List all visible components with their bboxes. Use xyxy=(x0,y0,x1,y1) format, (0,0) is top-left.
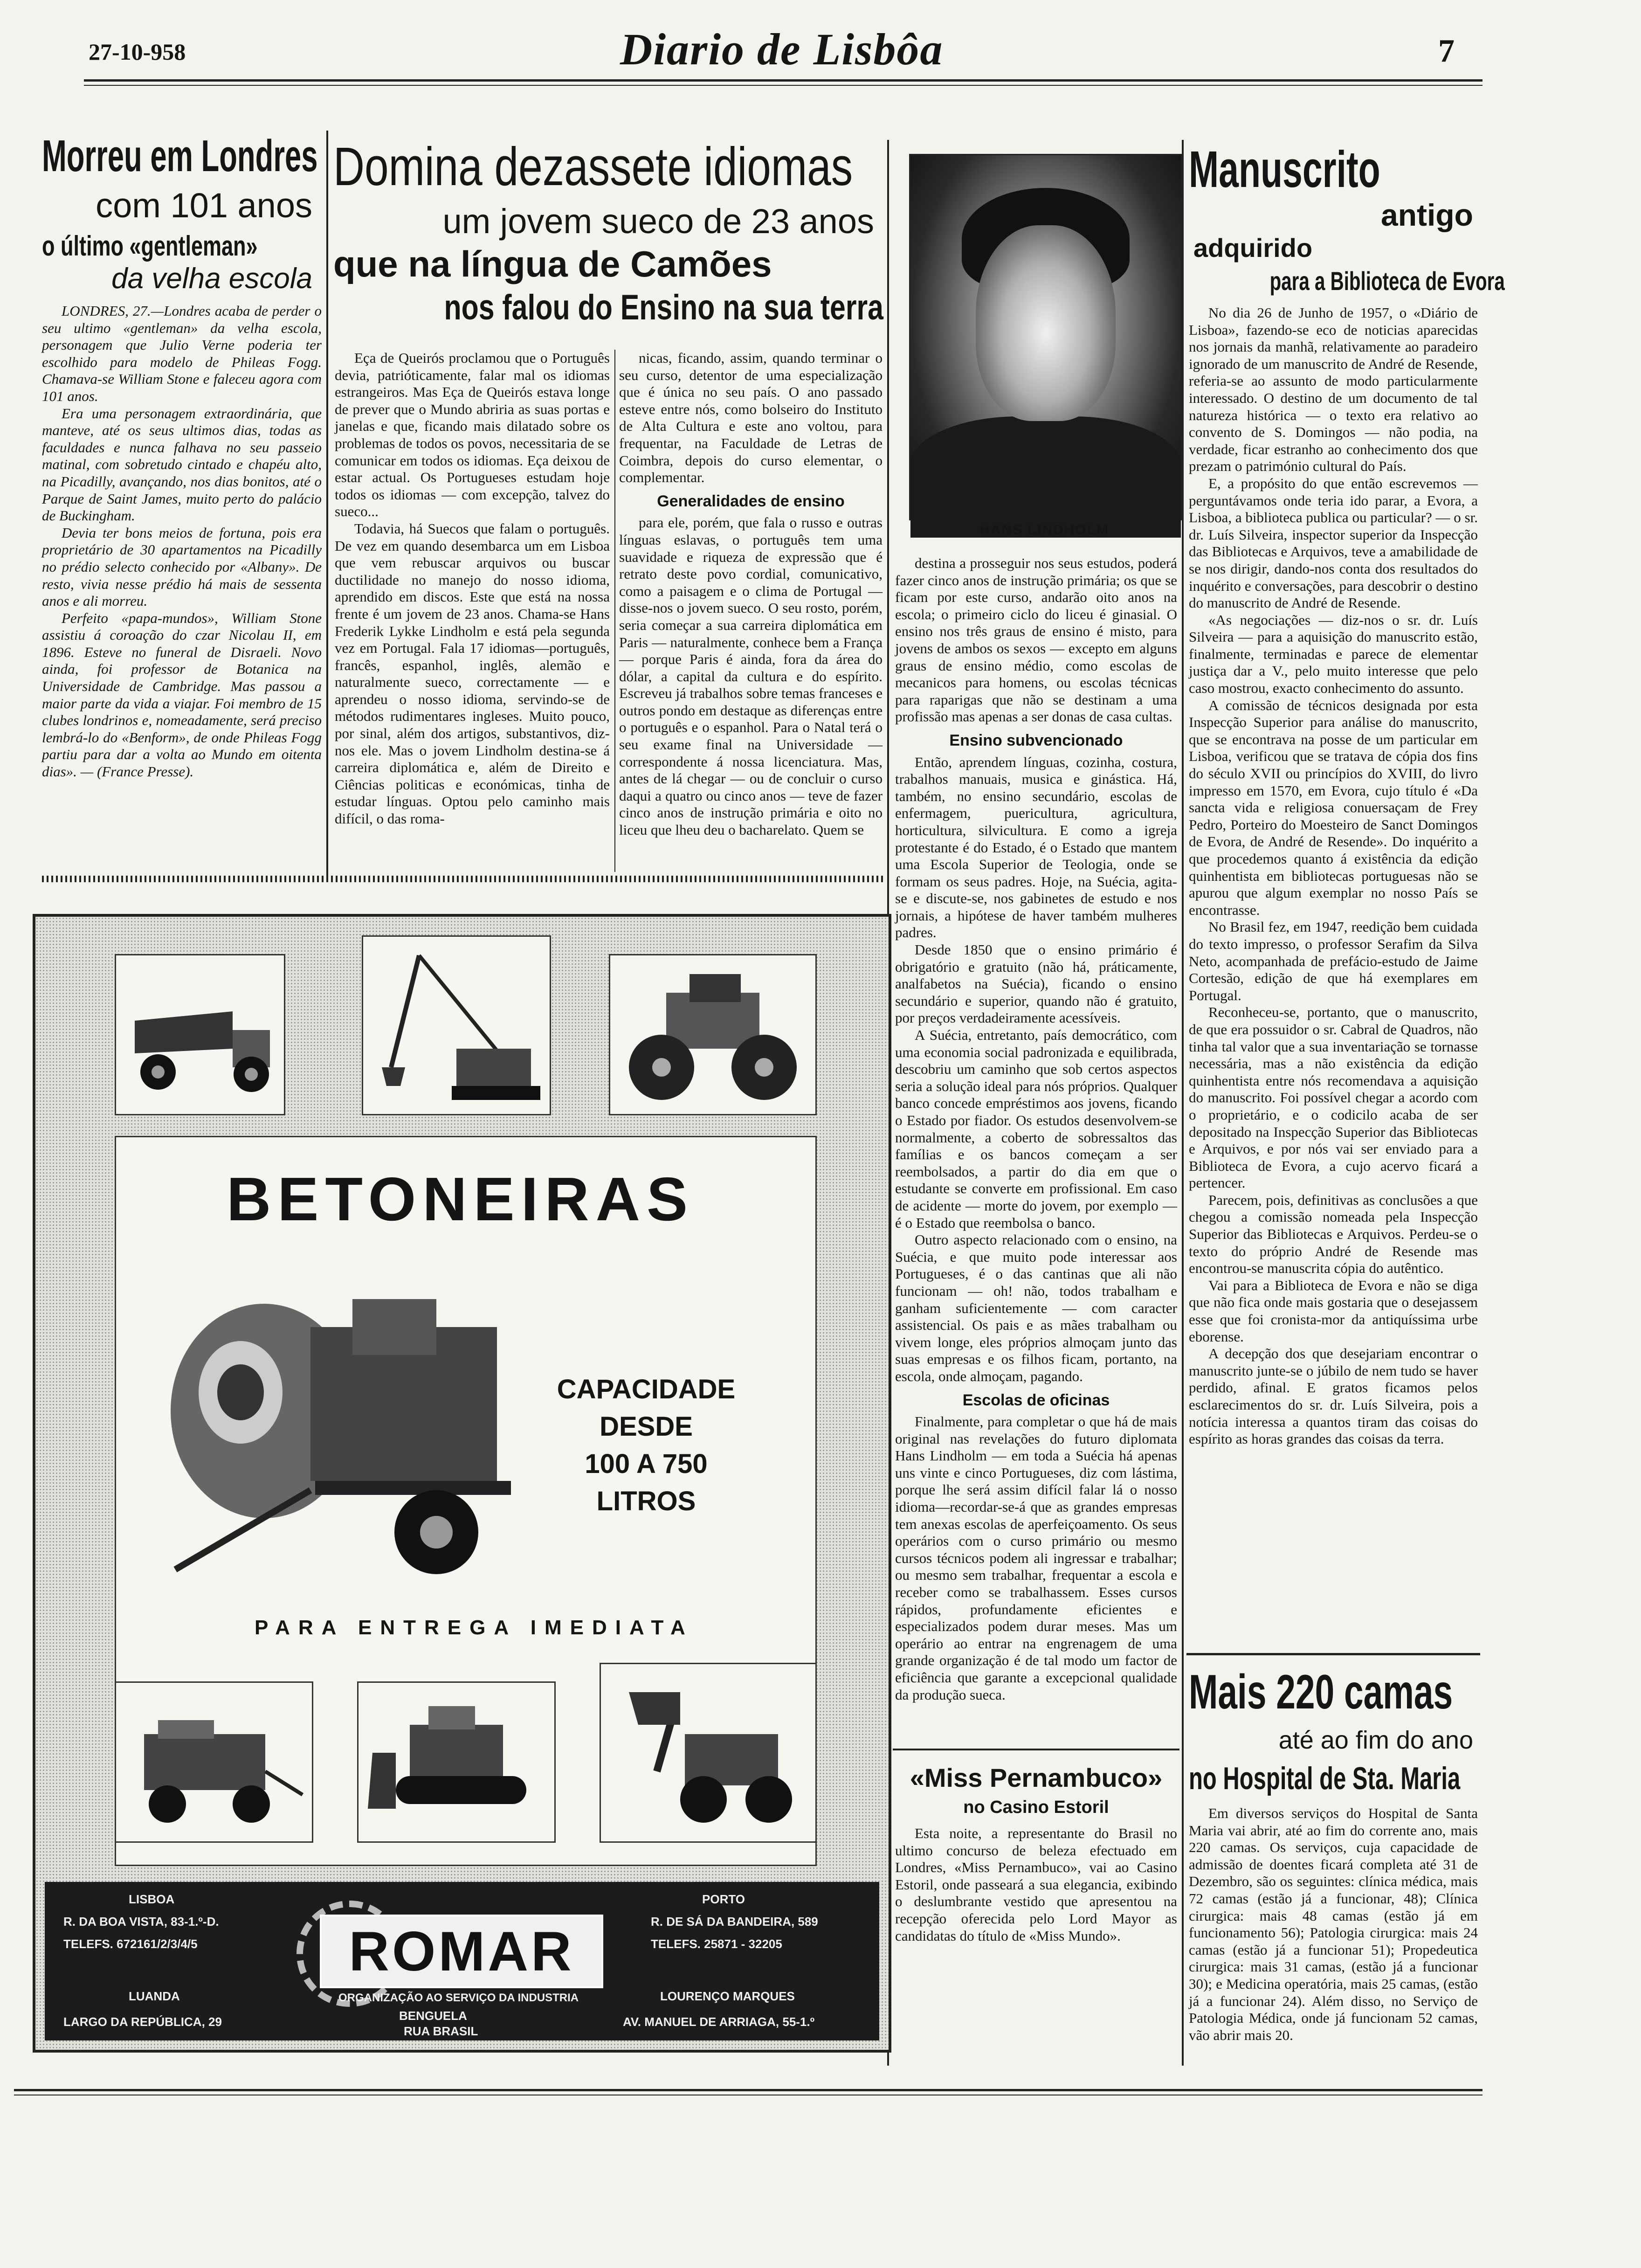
article-subheadline: que na língua de Camões xyxy=(333,243,772,284)
brand-slogan: ORGANIZAÇÃO AO SERVIÇO DA INDUSTRIA xyxy=(338,1991,579,2004)
paragraph: Em diversos serviços do Hospital de Santa Maria vai abrir, até ao fim do corrente ano, mais 220 camas. Os serviços, cuja capacidade de admissão de doentes ficará completa até 31 de Dezembro, são os seguintes: clínica médica, mais 72 camas (estão já a funcionar, 48); Clínica cirurgica: mais 48 camas (estão já em funcionamento 56); Patologia cirurgica: mais 24 camas (estão já a funcionar 51); Propedeutica cirurgica: mais 31 camas, (estão já a funcionar 30); e Medicina operatória, mais 25 camas, (estão já a funcionar 24). Além disso, no Serviço de Patologia Médica, onde já funcionam 52 camas, vão abrir mais 20. xyxy=(1189,1805,1478,2043)
dump-truck-illustration xyxy=(115,954,285,1115)
footer-rule xyxy=(14,2089,1482,2091)
article-mais-220-camas xyxy=(1189,1665,1478,2066)
article-subheadline: adquirido xyxy=(1193,233,1313,263)
paragraph: Eça de Queirós proclamou que o Português devia, patrióticamente, falar mal os idiomas estrangeiros. Mas Eça de Queirós estava longe de prever que o Mundo abriria as suas portas e janelas e que, ficando mais dilatado sobre os problemas de todos os povos, necessitaria de se comunicar em todos os idiomas. Eça deixou de estar actual. Os Portugueses estudam hoje todos os idiomas — com excepção, talvez do sueco... xyxy=(335,350,610,520)
paragraph: A comissão de técnicos designada por esta Inspecção Superior para análise do manuscrito, que se encontrava na posse de um particular em Lisboa, verificou que se tratava de cópia dos fins do século XVII ou princípios do XVIII, do livro impresso em 1570, em Evora, cujo título é «Da sancta vida e religiosa conuersaçam de Frey Pedro, Porteiro do Moesteiro de Sanct Domingos de Evora, de André de Resende». Do inquérito a que procedemos quanto á existência da edição quinhentista em bibliotecas portuguesas não se apurou que algum exemplar no nosso País se encontrasse. xyxy=(1189,697,1478,918)
paragraph: Parecem, pois, definitivas as conclusões a que chegou a comissão nomeada pela Inspecção Superior das Bibliotecas e Arquivos. Perdeu-se o texto do próprio André de Resende mas encontrou-se manuscrita cópia do autêntico. xyxy=(1189,1191,1478,1277)
portrait-shoulders xyxy=(910,416,1181,538)
ad-headline: BETONEIRAS xyxy=(227,1165,695,1233)
lisboa-address: R. DA BOA VISTA, 83-1.º-D. xyxy=(63,1915,219,1929)
lourenco-marques-label: LOURENÇO MARQUES xyxy=(660,1989,795,2003)
article-headline: Manuscrito xyxy=(1189,141,1380,198)
article-headline-2: com 101 anos xyxy=(96,186,312,225)
article-subheadline-2: nos falou do Ensino na sua terra xyxy=(444,288,883,327)
section-divider xyxy=(1186,1653,1480,1655)
page-number: 7 xyxy=(1438,33,1455,69)
dump-truck-icon xyxy=(116,955,284,1114)
paragraph: Perfeito «papa-mundos», William Stone assistiu á coroação do czar Nicolau II, em 1896. Esteve no funeral de Disraeli. Novo ainda, foi professor de Botanica na Universidade de Cambridge. Mas passou a maior parte da vida a viajar. Foi membro de 15 clubes londrinos e, nomeadamente, será preciso lembrá-lo do «Benform», de onde Phileas Fogg partiu para dar a volta ao Mundo em oitenta dias». — (France Presse). xyxy=(42,609,322,780)
header-rule xyxy=(84,79,1482,82)
road-roller-illustration xyxy=(609,954,817,1115)
article-miss-pernambuco xyxy=(895,1758,1177,2066)
paragraph: No Brasil fez, em 1947, reedição bem cuidada do texto impresso, o professor Serafim da Silva Neto, acompanhada de prefácio-estudo de Jaime Cortesão, edição de que há exemplares em Portugal. xyxy=(1189,919,1478,1003)
paragraph: Então, aprendem línguas, cozinha, costura, trabalhos manuais, musica e ginástica. Há, também, no ensino secundário, escolas de enfermagem, puericultura, agricultura, horticultura, silvicultura. E como a igreja protestante é do Estado, é o Estado que mantem uma Escola Superior de Teologia, onde se formam os seus padres. Hoje, na Suécia, agita-se e discute-se, nos gabinetes de estudo e nos jornais, a hipótese de haver também mulheres padres. xyxy=(895,754,1177,941)
lisboa-label: LISBOA xyxy=(129,1892,175,1906)
paragraph: LONDRES, 27.—Londres acaba de perder o seu ultimo «gentleman» da velha escola, personagem que Julio Verne poderia ter escolhido para modelo de Phileas Fogg. Chamava-se William Stone e faleceu agora com 101 anos. xyxy=(42,303,322,404)
loader-illustration xyxy=(600,1663,817,1843)
paragraph: Outro aspecto relacionado com o ensino, na Suécia, e que muito pode interessar aos Portugueses, é o das cantinas que ali não funcionam — oh! não, todos trabalham e ganham suficientemente — com caracter assistencial. Os pais e as mães trabalham ou vivem longe, eles próprios almoçam junto das suas empresas e os filhos ficam, portanto, na escola, onde almoçam, pagando. xyxy=(895,1231,1177,1384)
article-subheadline-2: da velha escola xyxy=(111,263,312,295)
excavator-icon xyxy=(363,937,550,1114)
romar-advertisement xyxy=(33,914,891,2053)
paragraph: Era uma personagem extraordinária, que manteve, até os seus ultimos dias, todas as faculdades e nunca falhava no seu passeio matinal, com sobretudo cintado e chapéu alto, na Picadilly, avançando, nos dias bonitos, até o Parque de Saint James, muito perto do palácio de Buckingham. xyxy=(42,405,322,524)
paragraph: Desde 1850 que o ensino primário é obrigatório e gratuito (não há, práticamente, analfabetos na Suécia), ficando o ensino secundário e superior, quando não é gratuito, por preços verdadeiramente acessíveis. xyxy=(895,941,1177,1026)
road-roller-icon xyxy=(610,955,815,1114)
section-divider xyxy=(893,1749,1179,1750)
article-headline: Morreu em Londres xyxy=(42,131,318,181)
concrete-mixer-icon xyxy=(157,1271,539,1588)
luanda-address: LARGO DA REPÚBLICA, 29 xyxy=(63,2015,222,2029)
section-subheading: Escolas de oficinas xyxy=(962,1391,1110,1409)
porto-label: PORTO xyxy=(702,1892,745,1906)
header-rule-thin xyxy=(84,85,1482,86)
article-domina-col1 xyxy=(335,350,610,872)
article-manuscrito xyxy=(1189,140,1505,1646)
capacity-label: CAPACIDADE xyxy=(557,1374,736,1404)
paragraph: E, a propósito do que então escrevemos — perguntávamos onde teria ido parar, a Evora, a Lisboa, a biblioteca publica ou particular? — o sr. dr. Luís Silveira, inspector superior da Inspecção das Bibliotecas e Arquivos, teve a amabilidade de se nos dirigir, dando-nos conta dos resultados do inquérito e conversações, para descobrir o destino do manuscrito de André de Resende. xyxy=(1189,475,1478,611)
article-headline-2: antigo xyxy=(1381,198,1473,232)
column-divider xyxy=(326,131,328,877)
article-morreu-em-londres xyxy=(42,131,322,877)
luanda-label: LUANDA xyxy=(129,1989,180,2003)
benguela-address: RUA BRASIL xyxy=(404,2024,478,2038)
paragraph: Todavia, há Suecos que falam o português. De vez em quando desembarca um em Lisboa que vem rebuscar arquivos ou buscar ductilidade no manejo do nosso idioma, aprendido em discos. Este que está na nossa frente é um jovem de 23 anos. Chama-se Hans Frederik Lykke Lindholm e está pela segunda vez em Portugal. Fala 17 idiomas—português, francês, espanhol, inglês, alemão e naturalmente sueco, correctamente — e aprendeu o nosso idioma, servindo-se de métodos rudimentares ingleses. Muito pouco, por sinal, além dos artigos, substantivos, diz-nos ele. Mas o jovem Lindholm destina-se á carreira diplomática e, além de Direito e Ciências politicas e económicas, tinha de estudar línguas. Optou pelo caminho mais difícil, o das roma- xyxy=(335,520,610,827)
paragraph: A Suécia, entretanto, país democrático, com uma economia social padronizada e equilibrada, descobriu um caminho que sob certos aspectos seria a solução ideal para nós próprios. Qualquer banco concede empréstimos aos jovens, ficando o Estado por fiador. Os estudos desenvolvem-se normalmente, a coberto de sobressaltos das famílias e os bancos começam a ser reembolsados, a partir do dia em que o estudante se converte em profissional. Em caso de acidente — morte do jovem, por exemplo — é o Estado que reembolsa o banco. xyxy=(895,1027,1177,1231)
newspaper-masthead: Diario de Lisbôa xyxy=(620,24,944,74)
article-headline-2: até ao fim do ano xyxy=(1278,1726,1473,1754)
loader-icon xyxy=(601,1664,815,1841)
capacity-unit: LITROS xyxy=(596,1486,696,1516)
paragraph: destina a prosseguir nos seus estudos, poderá fazer cinco anos de instrução primária; os que se ficam por este curso, andarão oito anos na escola; o primeiro ciclo do liceu é ginasial. O ensino nos três graus de ensino é misto, para jovens de ambos os sexos — excepto em alguns graus de ensino médio, como escolas de mecanicos para homens, ou escolas técnicas para raparigas que não se destinam a uma profissão mas apenas a ser donas de casa cultas. xyxy=(895,555,1177,725)
paragraph: A decepção dos que desejariam encontrar o manuscrito junte-se o júbilo de nem tudo se haver perdido, afinal. E gratos ficamos pelos esclarecimentos do sr. dr. Luís Silveira, pois a notícia interessa a quantos tiram das coisas do espírito as horas grandes das coisas da terra. xyxy=(1189,1345,1478,1447)
generator-illustration xyxy=(115,1681,313,1843)
column-divider xyxy=(614,350,615,872)
photo-caption: HANS LINDHOLM xyxy=(979,522,1109,538)
ad-footer xyxy=(45,1882,879,2040)
paragraph: Finalmente, para completar o que há de mais original nas revelações do futuro diplomata Hans Lindholm — em toda a Suécia há apenas uns vinte e cinco Portugueses, diz com lástima, porque lhe será assim difícil falar lá o nosso idioma—recordar-se-á que as grandes empresas tem anexas escolas de aperfeiçoamento. Os seus operários com o curso primário ou mesmo cursos técnicos podem ali ingressar e trabalhar; ou mesmo sem trabalhar, frequentar a escola e receber como se trabalhassem. Esses cursos rápidos, profundamente eficientes e especializados podem durar meses. Mas um operário ao entrar na engrenagem de uma grande organização é de tal modo um factor de eficiência que garante a excepcional qualidade da produção sueca. xyxy=(895,1413,1177,1703)
porto-phones: TELEFS. 25871 - 32205 xyxy=(651,1937,782,1951)
paragraph: nicas, ficando, assim, quando terminar o seu curso, detentor de uma especialização que é única no seu país. O ano passado esteve entre nós, como bolseiro do Instituto de Alta Cultura e este ano voltou, para frequentar, na Faculdade de Letras de Coimbra, depois do curso elementar, o complementar. xyxy=(619,350,883,486)
paragraph: «As negociações — diz-nos o sr. dr. Luís Silveira — para a aquisição do manuscrito estão, finalmente, terminadas e parece de elementar justiça dar a V., pelo muito interesse que pelo caso mostrou, exacto conhecimento do assunto. xyxy=(1189,611,1478,697)
bulldozer-icon xyxy=(359,1683,554,1841)
lourenco-marques-address: AV. MANUEL DE ARRIAGA, 55-1.º xyxy=(623,2015,815,2029)
article-headline: «Miss Pernambuco» xyxy=(910,1763,1163,1792)
paragraph: Vai para a Biblioteca de Evora e não se diga que não fica onde mais gostaria que o desejassem esse que foi cronista-mor da antiquíssima urbe eborense. xyxy=(1189,1277,1478,1345)
porto-address: R. DE SÁ DA BANDEIRA, 589 xyxy=(651,1915,818,1929)
capacity-from: DESDE xyxy=(600,1411,693,1442)
capacity-range: 100 A 750 xyxy=(585,1449,708,1479)
article-domina-col3 xyxy=(895,555,1177,1744)
section-divider xyxy=(42,876,886,882)
generator-icon xyxy=(116,1683,312,1841)
paragraph: Reconheceu-se, portanto, que o manuscrito, de que era possuidor o sr. Cabral de Quadros, não tinha tal valor que a sua inventariação se tornasse necessária, mas a não existência da edição quinhentista entre nós recomendava a aquisição do manuscrito. Foi possível chegar a acordo com o proprietário, e o codicilo acaba de ser depositado na Inspecção Superior das Bibliotecas e Arquivos, e por nós vai ser enviado para a Biblioteca de Evora, a cujo acervo ficará a pertencer. xyxy=(1189,1004,1478,1191)
article-headline-2: um jovem sueco de 23 anos xyxy=(442,202,874,241)
article-subheadline: no Hospital de Sta. Maria xyxy=(1189,1761,1461,1796)
bulldozer-illustration xyxy=(357,1681,556,1843)
article-subheadline: o último «gentleman» xyxy=(42,230,258,262)
section-subheading: Generalidades de ensino xyxy=(657,492,845,510)
article-domina-col2 xyxy=(619,350,883,872)
article-subheadline: no Casino Estoril xyxy=(963,1798,1109,1817)
paragraph: Devia ter bons meios de fortuna, pois era proprietário de 30 apartamentos na Picadilly no prédio selecto conhecido por «Albany». De resto, vivia nesse prédio há mais de sessenta anos e ali morreu. xyxy=(42,524,322,609)
article-domina-header xyxy=(333,135,883,359)
lisboa-phones: TELEFS. 672161/2/3/4/5 xyxy=(63,1937,198,1951)
paragraph: Esta noite, a representante do Brasil no ultimo concurso de beleza efectuado em Londres, «Miss Pernambuco», vai ao Casino Estoril, onde passeará a sua elegancia, exibindo o deslumbrante vestido que apresentou na recepção oferecida pelo Lord Mayor as candidatas do título de «Miss Mundo». xyxy=(895,1825,1177,1944)
paragraph: para ele, porém, que fala o russo e outras línguas eslavas, o português tem uma suavidade e riqueza de expressão que é retrato deste povo cordial, comunicativo, como a paisagem e o clima de Portugal — disse-nos o jovem sueco. O seu rosto, porém, seria começar a sua carreira diplomática em Paris — naturalmente, conhece bem a França — porque Paris é ainda, fora da área do dólar, a capital da cultura e do espírito. Escreveu já trabalhos sobre temas franceses e outros pondo em destaque as diferenças entre o português e o espanhol. Para o Natal terá o seu exame final na Universidade — correspondente á nossa licenciatura. Mas, antes de lá chegar — ou de concluir o curso daqui a quatro ou cinco anos — teve de fazer cinco anos de instrução primária e oito no liceu que lheu deu o bacharelato. Quem se xyxy=(619,514,883,838)
portrait-face xyxy=(976,225,1116,421)
portrait-photo xyxy=(909,154,1182,520)
brand-logo: ROMAR xyxy=(320,1915,603,1988)
issue-date: 27-10-958 xyxy=(89,39,186,65)
paragraph: No dia 26 de Junho de 1957, o «Diário de Lisboa», fazendo-se eco de noticias aparecidas nos jornais da manhã, relativamente ao paradeiro ignorado de um manuscrito de André de Resende, referia-se ao assunto de modo particularmente interessado. O destino de um documento de tal natureza histórica — o texto era relativo ao convento de S. Domingos — não podia, na verdade, ficar estranho ao conhecimento dos que prezam o património cultural do País. xyxy=(1189,304,1478,475)
section-subheading: Ensino subvencionado xyxy=(949,731,1123,749)
article-headline: Domina dezassete idiomas xyxy=(333,136,853,197)
article-subheadline-2: para a Biblioteca de Evora xyxy=(1269,266,1505,296)
article-headline: Mais 220 camas xyxy=(1189,1665,1453,1719)
benguela-label: BENGUELA xyxy=(399,2009,467,2023)
delivery-notice: PARA ENTREGA IMEDIATA xyxy=(255,1616,694,1639)
excavator-illustration xyxy=(362,935,551,1115)
